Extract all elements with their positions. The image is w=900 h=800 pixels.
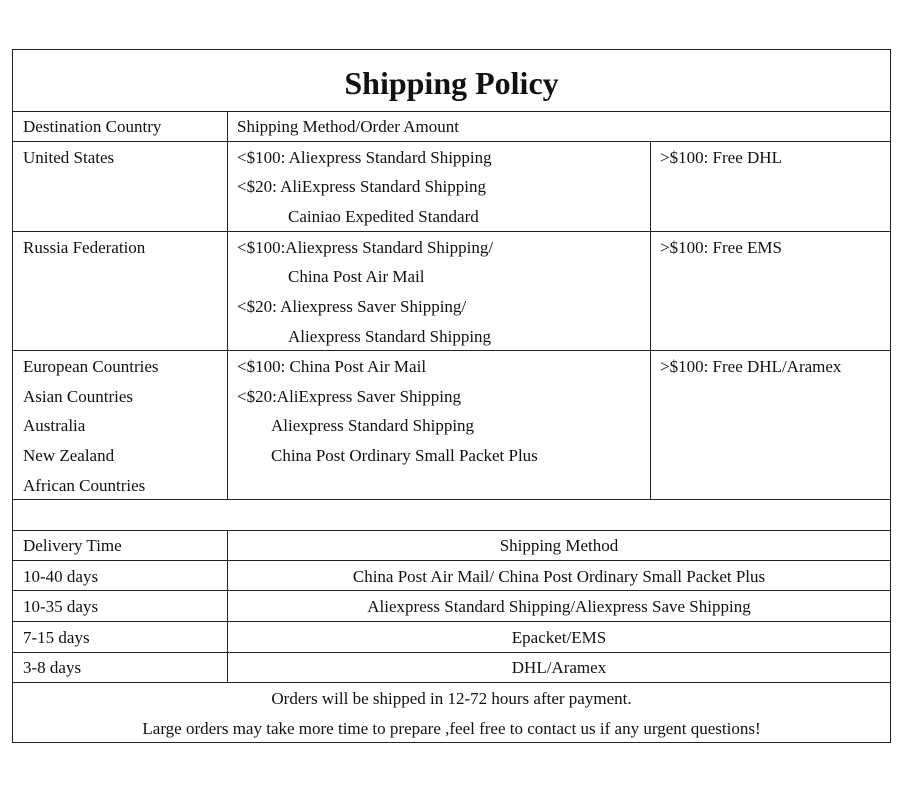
over-amount-method: >$100: Free EMS — [660, 238, 782, 257]
divider — [13, 652, 890, 653]
delivery-time: 10-40 days — [23, 567, 99, 586]
header-shipping-method-amount: Shipping Method/Order Amount — [237, 117, 459, 136]
country-name: Russia Federation — [23, 238, 146, 257]
shipping-method-line: <$20: Aliexpress Saver Shipping/ — [237, 297, 467, 316]
shipping-method-line: <$100:Aliexpress Standard Shipping/ — [237, 238, 494, 257]
shipping-method-line: Aliexpress Standard Shipping — [288, 327, 492, 346]
divider — [13, 499, 890, 500]
footer-note: Orders will be shipped in 12-72 hours after payment. — [271, 689, 632, 708]
divider — [13, 621, 890, 622]
shipping-method-line: China Post Ordinary Small Packet Plus — [271, 446, 538, 465]
shipping-method-line: <$100: China Post Air Mail — [237, 357, 427, 376]
divider — [13, 682, 890, 683]
shipping-method-line: <$20: AliExpress Standard Shipping — [237, 177, 486, 196]
delivery-time: 3-8 days — [23, 658, 82, 677]
country-name: New Zealand — [23, 446, 115, 465]
delivery-method: DHL/Aramex — [511, 658, 607, 677]
shipping-method-line: <$20:AliExpress Saver Shipping — [237, 387, 461, 406]
column-divider — [227, 111, 228, 499]
country-name: European Countries — [23, 357, 159, 376]
divider — [13, 350, 890, 351]
over-amount-method: >$100: Free DHL — [660, 148, 782, 167]
shipping-method-line: China Post Air Mail — [288, 267, 425, 286]
shipping-policy-table — [12, 49, 891, 743]
shipping-method-line: Aliexpress Standard Shipping — [271, 416, 475, 435]
country-name: Australia — [23, 416, 86, 435]
footer-note: Large orders may take more time to prepare ,feel free to contact us if any urgent questions! — [142, 719, 761, 738]
country-name: Asian Countries — [23, 387, 134, 406]
divider — [13, 590, 890, 591]
shipping-method-line: Cainiao Expedited Standard — [288, 207, 479, 226]
header-destination-country: Destination Country — [23, 117, 162, 136]
country-name: African Countries — [23, 476, 146, 495]
divider — [13, 111, 890, 112]
divider — [13, 530, 890, 531]
header-delivery-time: Delivery Time — [23, 536, 122, 555]
delivery-method: Aliexpress Standard Shipping/Aliexpress Save Shipping — [367, 597, 751, 616]
column-divider — [650, 141, 651, 499]
delivery-method: China Post Air Mail/ China Post Ordinary Small Packet Plus — [352, 567, 766, 586]
shipping-method-line: <$100: Aliexpress Standard Shipping — [237, 148, 492, 167]
page-title: Shipping Policy — [344, 65, 559, 101]
over-amount-method: >$100: Free DHL/Aramex — [660, 357, 842, 376]
delivery-time: 10-35 days — [23, 597, 99, 616]
delivery-method: Epacket/EMS — [511, 628, 607, 647]
header-shipping-method: Shipping Method — [499, 536, 619, 555]
divider — [13, 231, 890, 232]
country-name: United States — [23, 148, 115, 167]
delivery-time: 7-15 days — [23, 628, 90, 647]
divider — [13, 141, 890, 142]
divider — [13, 560, 890, 561]
